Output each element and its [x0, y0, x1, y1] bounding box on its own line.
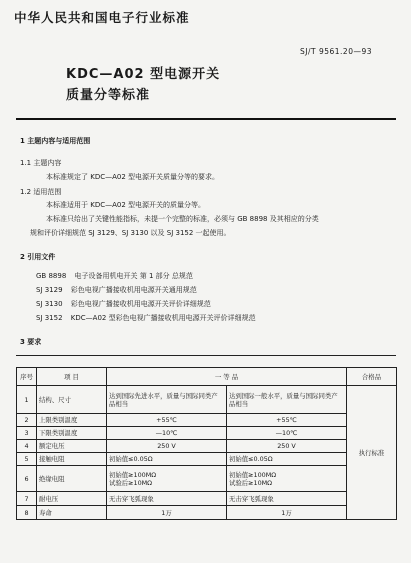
section-1-2-text-1: 本标准适用于 KDC—A02 型电源开关的质量分等。 — [46, 201, 206, 209]
section-1-2-text-2: 本标准只给出了关键性能指标，未提一个完整的标准，必须与 GB 8898 及其相应的分类 — [46, 215, 319, 223]
row-superior-value: 达到国际先进水平，质量与国际同类产品相当 — [107, 386, 227, 414]
section-1-1-text: 本标准规定了 KDC—A02 型电源开关质量分等的要求。 — [46, 173, 220, 181]
row-no: 2 — [17, 414, 37, 427]
insulation-after-test: 试验后≥10MΩ — [109, 478, 153, 487]
title-divider — [16, 118, 396, 120]
table-row — [17, 427, 397, 440]
reference-code: SJ 3130 — [36, 300, 63, 308]
qualified-column-value: 执行标准 — [347, 386, 397, 520]
row-item: 寿命 — [37, 506, 107, 520]
row-superior-value: 无击穿飞弧现象 — [107, 492, 227, 506]
reference-text: 彩色电视广播接收机用电源开关通用规范 — [70, 286, 197, 294]
reference-code: GB 8898 — [36, 272, 67, 280]
standard-category-title: 中华人民共和国电子行业标准 — [14, 10, 190, 25]
document-title-line-2: 质量分等标准 — [66, 88, 151, 103]
reference-code: SJ 3129 — [36, 286, 63, 294]
section-1-1-heading: 1.1 主题内容 — [20, 159, 62, 167]
table-row — [17, 466, 397, 492]
row-first-value: 250 V — [227, 440, 347, 453]
row-first-value: 初始值≤0.05Ω — [227, 453, 347, 466]
header-item: 项 目 — [37, 368, 107, 386]
table-top-rule — [16, 355, 396, 356]
section-1-2-text-3: 规和评价详细规范 SJ 3129、SJ 3130 以及 SJ 3152 一起使用。 — [30, 229, 231, 237]
table-row — [17, 386, 397, 414]
row-no: 8 — [17, 506, 37, 520]
row-no: 1 — [17, 386, 37, 414]
row-no: 3 — [17, 427, 37, 440]
row-superior-value: +55℃ — [107, 414, 227, 427]
row-item: 结构、尺寸 — [37, 386, 107, 414]
table-row — [17, 492, 397, 506]
reference-text: 彩色电视广播接收机用电源开关评价详细规范 — [70, 300, 211, 308]
row-first-value: 达到国际一般水平，质量与国际同类产品相当 — [227, 386, 347, 414]
section-2-heading: 2 引用文件 — [20, 253, 56, 261]
header-no: 序号 — [17, 368, 37, 386]
row-first-value — [227, 466, 347, 492]
row-superior-value — [107, 466, 227, 492]
row-superior-value: 1万 — [107, 506, 227, 520]
row-item: 下限类别温度 — [37, 427, 107, 440]
row-item: 额定电压 — [37, 440, 107, 453]
row-item: 接触电阻 — [37, 453, 107, 466]
row-no: 6 — [17, 466, 37, 492]
requirements-table — [16, 367, 397, 520]
row-first-value: +55℃ — [227, 414, 347, 427]
row-item: 绝缘电阻 — [37, 466, 107, 492]
reference-item — [36, 313, 256, 323]
reference-text: 电子设备用机电开关 第 1 部分 总规范 — [74, 272, 193, 280]
reference-item — [36, 299, 211, 309]
row-first-value: 无击穿飞弧现象 — [227, 492, 347, 506]
reference-item — [36, 285, 197, 295]
section-1-2-heading: 1.2 适用范围 — [20, 188, 62, 196]
document-title-line-1: KDC—A02 型电源开关 — [66, 67, 221, 82]
row-item: 上限类别温度 — [37, 414, 107, 427]
section-3-heading: 3 要求 — [20, 338, 42, 346]
insulation-after-test: 试验后≥10MΩ — [229, 478, 273, 487]
reference-code: SJ 3152 — [36, 314, 63, 322]
section-1-heading: 1 主题内容与适用范围 — [20, 137, 91, 145]
insulation-initial: 初始值≥100MΩ — [229, 470, 277, 479]
header-qualified: 合格品 — [347, 368, 397, 386]
reference-text: KDC—A02 型彩色电视广播接收机用电源开关评价详细规范 — [70, 314, 256, 322]
row-no: 4 — [17, 440, 37, 453]
row-first-value: 1万 — [227, 506, 347, 520]
header-first-class: 一 等 品 — [107, 368, 347, 386]
row-item: 耐电压 — [37, 492, 107, 506]
row-superior-value: 初始值≤0.05Ω — [107, 453, 227, 466]
row-no: 7 — [17, 492, 37, 506]
reference-item — [36, 271, 193, 281]
table-row — [17, 440, 397, 453]
table-row — [17, 506, 397, 520]
row-no: 5 — [17, 453, 37, 466]
table-header-row — [17, 368, 397, 386]
row-first-value: —10℃ — [227, 427, 347, 440]
document-number: SJ/T 9561.20—93 — [300, 47, 373, 56]
row-superior-value: —10℃ — [107, 427, 227, 440]
insulation-initial: 初始值≥100MΩ — [109, 470, 157, 479]
table-row — [17, 414, 397, 427]
table-row — [17, 453, 397, 466]
row-superior-value: 250 V — [107, 440, 227, 453]
